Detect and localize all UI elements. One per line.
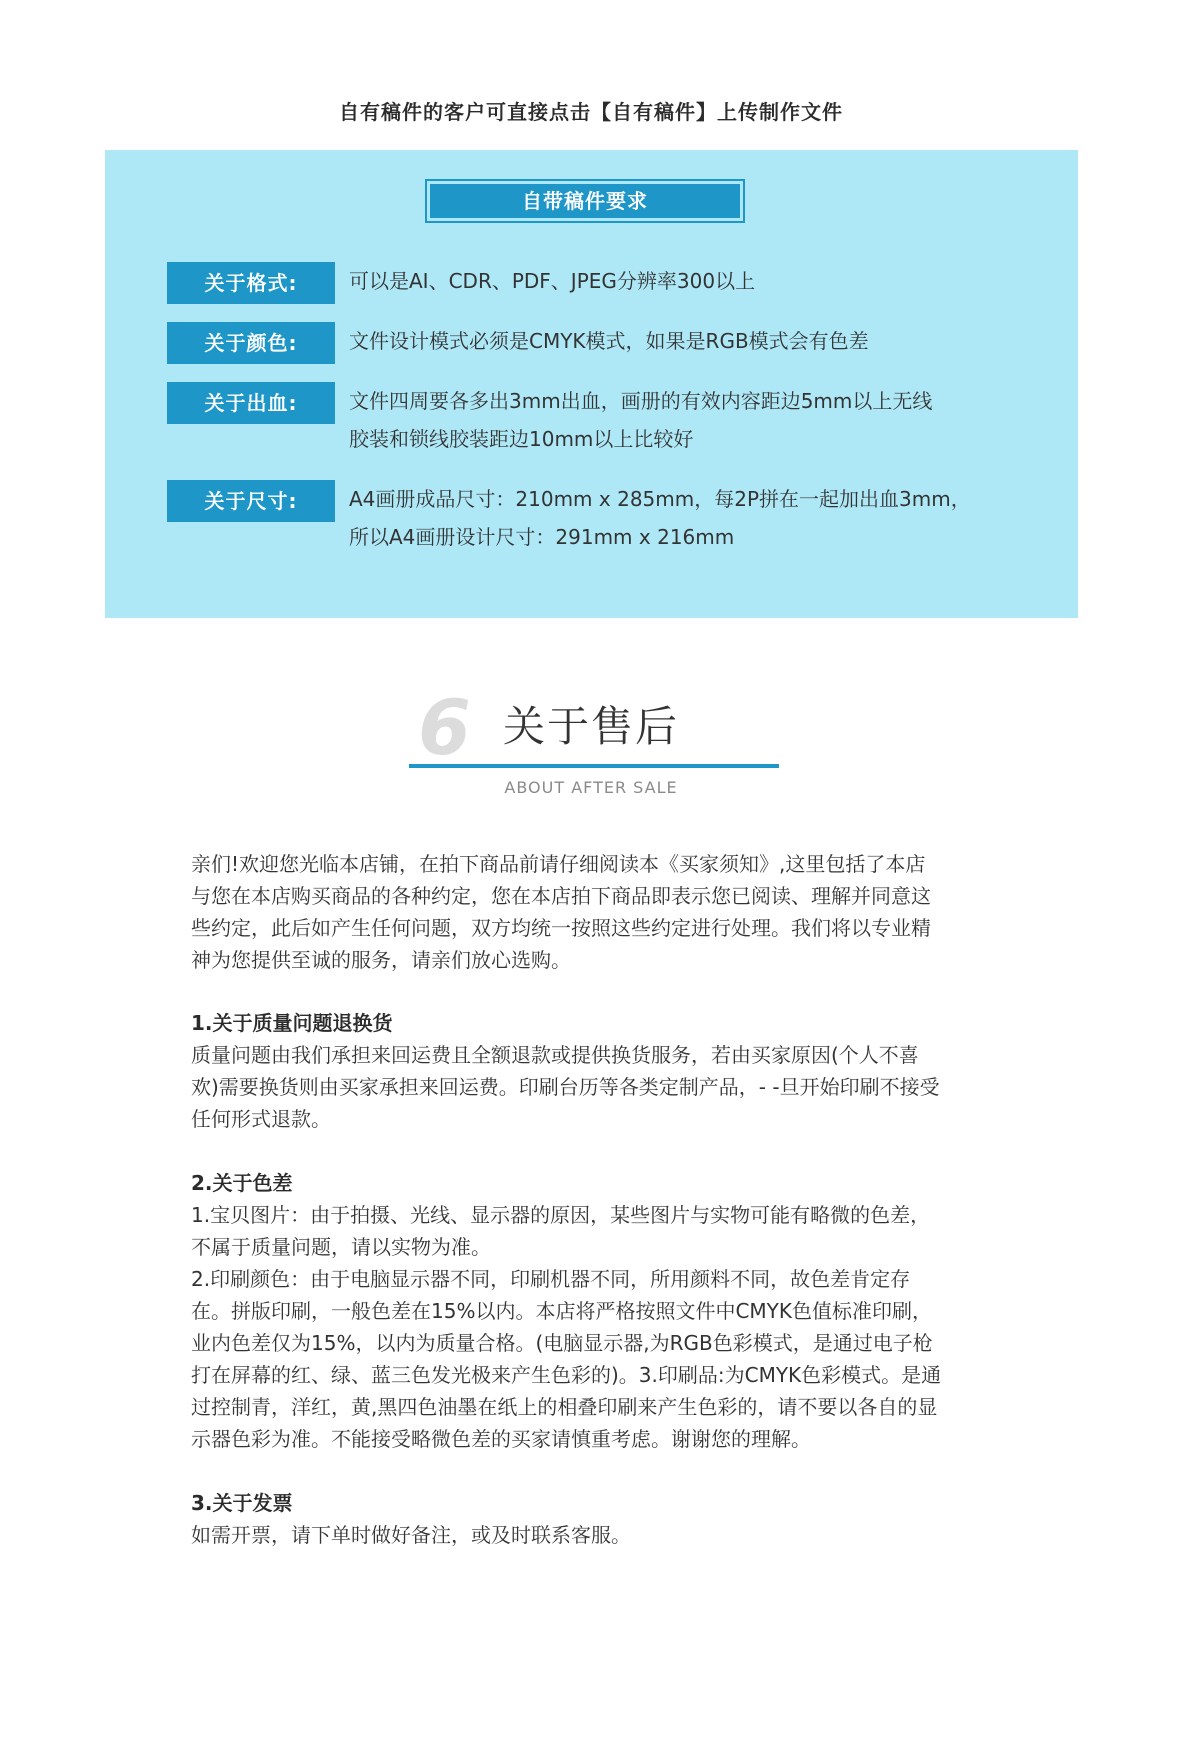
requirements-title: 自带稿件要求 — [430, 184, 740, 218]
requirement-line: 可以是AI、CDR、PDF、JPEG分辨率300以上 — [349, 269, 756, 293]
block-line: 打在屏幕的红、绿、蓝三色发光极来产生色彩的)。3.印刷品:为CMYK色彩模式。是通 — [191, 1363, 942, 1387]
block-line: 在。拼版印刷，一般色差在15%以内。本店将严格按照文件中CMYK色值标准印刷， — [191, 1299, 933, 1323]
section-subtitle: ABOUT AFTER SALE — [504, 778, 678, 797]
block-line: 欢)需要换货则由买家承担来回运费。印刷台历等各类定制产品，- -旦开始印刷不接受 — [191, 1075, 940, 1099]
upload-instruction: 自有稿件的客户可直接点击【自有稿件】上传制作文件 — [339, 100, 843, 124]
requirement-line: 胶装和锁线胶装距边10mm以上比较好 — [349, 427, 694, 451]
block-line: 业内色差仅为15%，以内为质量合格。(电脑显示器,为RGB色彩模式，是通过电子枪 — [191, 1331, 933, 1355]
requirements-panel — [105, 150, 1078, 618]
block-line: 示器色彩为准。不能接受略微色差的买家请慎重考虑。谢谢您的理解。 — [191, 1427, 811, 1451]
requirement-label: 关于尺寸: — [167, 480, 335, 522]
block-line: 1.宝贝图片：由于拍摄、光线、显示器的原因，某些图片与实物可能有略微的色差， — [191, 1203, 931, 1227]
requirement-text — [349, 262, 1049, 300]
requirement-text — [349, 382, 1049, 458]
intro-line: 亲们!欢迎您光临本店铺，在拍下商品前请仔细阅读本《买家须知》,这里包括了本店 — [191, 852, 926, 876]
block-line: 过控制青，洋红，黄,黑四色油墨在纸上的相叠印刷来产生色彩的，请不要以各自的显 — [191, 1395, 938, 1419]
block-heading: 1.关于质量问题退换货 — [191, 1011, 393, 1035]
requirements-title-frame — [425, 179, 745, 223]
quality-return-block — [191, 1007, 1021, 1135]
intro-paragraph — [191, 848, 1021, 976]
requirement-text — [349, 322, 1049, 360]
color-difference-block — [191, 1167, 1021, 1455]
requirement-label: 关于出血: — [167, 382, 335, 424]
requirement-line: 所以A4画册设计尺寸：291mm x 216mm — [349, 525, 735, 549]
intro-line: 与您在本店购买商品的各种约定，您在本店拍下商品即表示您已阅读、理解并同意这 — [191, 884, 931, 908]
number-six-icon — [416, 692, 482, 762]
number-six-glyph: 6 — [418, 692, 471, 762]
section-underline — [409, 764, 779, 768]
requirement-label: 关于颜色: — [167, 322, 335, 364]
section-title: 关于售后 — [503, 702, 680, 751]
block-line: 质量问题由我们承担来回运费且全额退款或提供换货服务，若由买家原因(个人不喜 — [191, 1043, 919, 1067]
invoice-block — [191, 1487, 1021, 1551]
requirement-line: A4画册成品尺寸：210mm x 285mm，每2P拼在一起加出血3mm， — [349, 487, 971, 511]
block-line: 如需开票，请下单时做好备注，或及时联系客服。 — [191, 1523, 631, 1547]
requirement-line: 文件设计模式必须是CMYK模式，如果是RGB模式会有色差 — [349, 329, 869, 353]
intro-line: 神为您提供至诚的服务，请亲们放心选购。 — [191, 948, 571, 972]
block-heading: 2.关于色差 — [191, 1171, 293, 1195]
block-heading: 3.关于发票 — [191, 1491, 293, 1515]
intro-line: 些约定，此后如产生任何问题，双方均统一按照这些约定进行处理。我们将以专业精 — [191, 916, 931, 940]
block-line: 任何形式退款。 — [191, 1107, 331, 1131]
block-line: 2.印刷颜色：由于电脑显示器不同，印刷机器不同，所用颜料不同，故色差肯定存 — [191, 1267, 911, 1291]
requirement-line: 文件四周要各多出3mm出血，画册的有效内容距边5mm以上无线 — [349, 389, 933, 413]
requirement-label: 关于格式: — [167, 262, 335, 304]
block-line: 不属于质量问题，请以实物为准。 — [191, 1235, 491, 1259]
requirement-text — [349, 480, 1049, 556]
